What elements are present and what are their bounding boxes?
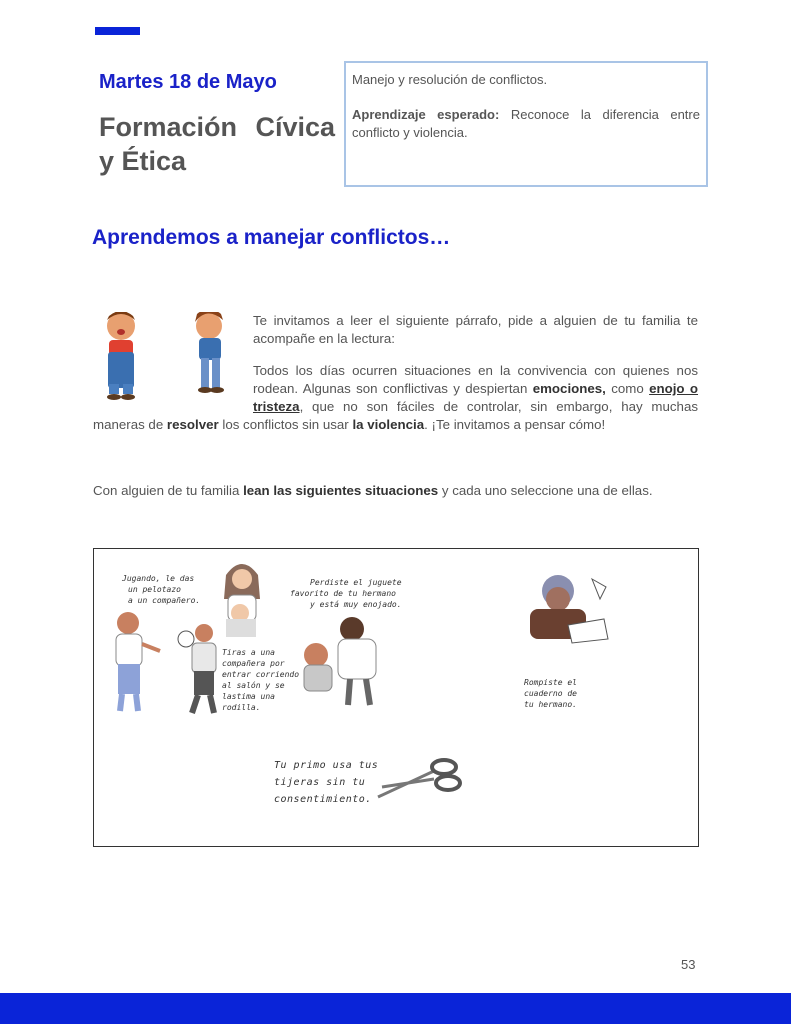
- p2-text-g: los conflictos sin usar: [218, 417, 353, 432]
- p2-resolve: resolver: [166, 417, 219, 432]
- p2-text-i: . ¡Te invitamos a pensar cómo!: [424, 417, 606, 432]
- s2-line: rodilla.: [222, 703, 261, 712]
- p2-emotions: emociones,: [532, 381, 606, 396]
- situations-illustration: [93, 548, 699, 847]
- children-illustration: [93, 312, 253, 400]
- p2-anger-sadness: enojo o tristeza: [253, 381, 699, 414]
- pouting-child-figure: [195, 312, 224, 393]
- p2-text-e: , que no son fáciles de controlar, sin embargo, hay muchas maneras de: [93, 399, 698, 432]
- instruction-text: [93, 483, 653, 498]
- situation-toy-text: [290, 577, 402, 610]
- crying-child-figure: [107, 312, 135, 400]
- p2-text-a: Todos los días ocurren situaciones en la convivencia con quienes nos rodean. Algunas son conflictivas y despiertan: [253, 363, 698, 396]
- instruction-b: lean las siguientes situaciones: [243, 483, 439, 498]
- s2-line: al salón y se: [222, 681, 285, 690]
- s3-line: favorito de tu hermano: [290, 589, 396, 598]
- situation-knee-text: [222, 647, 299, 713]
- situation-ball-text: [122, 573, 200, 606]
- s4-line: tu hermano.: [524, 700, 577, 709]
- instruction-c: y cada uno seleccione una de ellas.: [438, 483, 653, 498]
- s5-line: tijeras sin tu: [274, 777, 366, 788]
- ball-kids-drawing: [106, 609, 236, 719]
- subject-title-line2: y Ética: [99, 146, 187, 176]
- situation-scissors-text: [274, 757, 378, 808]
- s2-line: entrar corriendo: [222, 670, 300, 679]
- s2-line: Tiras a una: [222, 648, 275, 657]
- objective-topic: Manejo y resolución de conflictos.: [352, 72, 548, 87]
- girl-knee-drawing: [218, 559, 268, 649]
- intro-text: [93, 312, 698, 434]
- s4-line: Rompiste el: [524, 678, 577, 687]
- page-number: 53: [681, 957, 696, 972]
- p2-violence: la violencia: [352, 417, 425, 432]
- p2-text-c: como: [605, 381, 650, 396]
- situation-notebook-text: [524, 677, 577, 710]
- scissors-icon: [374, 757, 466, 801]
- objective-description: Reconoce la diferencia entre conflicto y violencia.: [352, 107, 700, 140]
- s5-line: consentimiento.: [274, 794, 372, 805]
- section-title: Aprendemos a manejar conflictos…: [92, 226, 451, 249]
- top-accent-bar: [95, 27, 140, 35]
- lesson-date: Martes 18 de Mayo: [99, 71, 277, 93]
- s2-line: compañera por: [222, 659, 285, 668]
- objective-box: [344, 61, 708, 187]
- instruction-a: Con alguien de tu familia: [93, 483, 244, 498]
- s1-line: Jugando, le das: [122, 574, 195, 583]
- s5-line: Tu primo usa tus: [274, 760, 379, 771]
- notebook-boy-drawing: [512, 569, 612, 649]
- s3-line: y está muy enojado.: [310, 600, 402, 609]
- intro-paragraph-1: Te invitamos a leer el siguiente párrafo, pide a alguien de tu familia te acompañe en la lectura:: [253, 313, 698, 346]
- s3-line: Perdiste el juguete: [310, 578, 402, 587]
- s4-line: cuaderno de: [524, 689, 577, 698]
- objective-label: Aprendizaje esperado:: [352, 107, 500, 122]
- subject-title-line1: Formación Cívica: [99, 112, 335, 142]
- objective-text: [352, 106, 700, 142]
- s2-line: lastima una: [222, 692, 275, 701]
- s1-line: a un compañero.: [128, 596, 201, 605]
- toy-brothers-drawing: [294, 615, 394, 710]
- s1-line: un pelotazo: [128, 585, 181, 594]
- subject-title: [99, 110, 335, 178]
- bottom-accent-bar: [0, 993, 791, 1024]
